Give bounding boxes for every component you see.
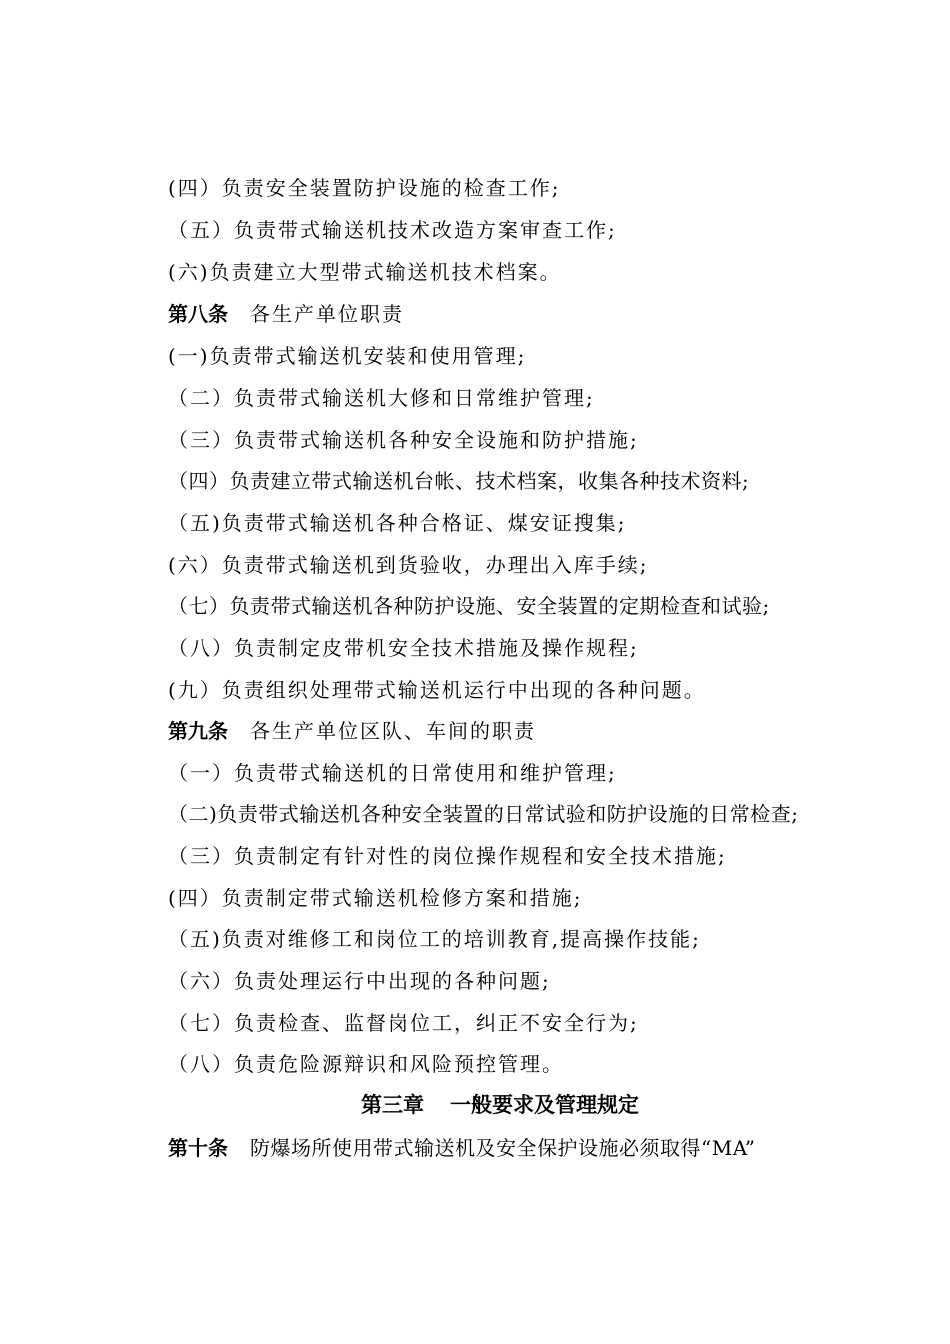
list-item: (四）负责安全装置防护设施的检查工作; — [168, 176, 561, 200]
article-label: 第九条 — [168, 719, 228, 743]
article-heading-8 — [168, 300, 404, 328]
list-item: （四）负责建立带式输送机台帐、技术档案，收集各种技术资料; — [168, 469, 750, 493]
list-item: (一)负责带式输送机安装和使用管理; — [168, 344, 527, 368]
list-item: (六)负责建立大型带式输送机技术档案。 — [168, 260, 562, 284]
article-title: 各生产单位职责 — [250, 302, 404, 326]
list-item: （七）负责带式输送机各种防护设施、安全装置的定期检查和试验; — [168, 594, 770, 618]
list-item: （一）负责带式输送机的日常使用和维护管理; — [168, 761, 617, 785]
article-label: 第十条 — [168, 1136, 228, 1160]
list-item: （二)负责带式输送机各种安全装置的日常试验和防护设施的日常检查; — [168, 802, 799, 826]
article-heading-10 — [168, 1134, 755, 1162]
list-item: (九）负责组织处理带式输送机运行中出现的各种问题。 — [168, 678, 706, 702]
chapter-heading — [0, 1091, 950, 1119]
article-label: 第八条 — [168, 302, 228, 326]
list-item: （三）负责带式输送机各种安全设施和防护措施; — [168, 428, 639, 452]
article-heading-9 — [168, 717, 536, 745]
list-item: （二）负责带式输送机大修和日常维护管理; — [168, 386, 595, 410]
chapter-label: 第三章 — [361, 1093, 424, 1117]
article-text: 防爆场所使用带式输送机及安全保护设施必须取得“MA” — [250, 1136, 756, 1160]
list-item: （五)负责带式输送机各种合格证、煤安证搜集; — [168, 511, 627, 535]
list-item: （五)负责对维修工和岗位工的培训教育,提高操作技能; — [168, 927, 701, 951]
list-item: （五）负责带式输送机技术改造方案审查工作; — [168, 218, 617, 242]
list-item: （八）负责制定皮带机安全技术措施及操作规程; — [168, 636, 639, 660]
list-item: （六）负责处理运行中出现的各种问题; — [168, 969, 551, 993]
list-item: （三）负责制定有针对性的岗位操作规程和安全技术措施; — [168, 844, 727, 868]
list-item: （八）负责危险源辩识和风险预控管理。 — [168, 1052, 564, 1076]
chapter-title: 一般要求及管理规定 — [450, 1093, 639, 1117]
list-item: （七）负责检查、监督岗位工，纠正不安全行为; — [168, 1011, 639, 1035]
article-title: 各生产单位区队、车间的职责 — [250, 719, 536, 743]
list-item: (六）负责带式输送机到货验收，办理出入库手续; — [168, 553, 649, 577]
list-item: (四）负责制定带式输送机检修方案和措施; — [168, 886, 583, 910]
